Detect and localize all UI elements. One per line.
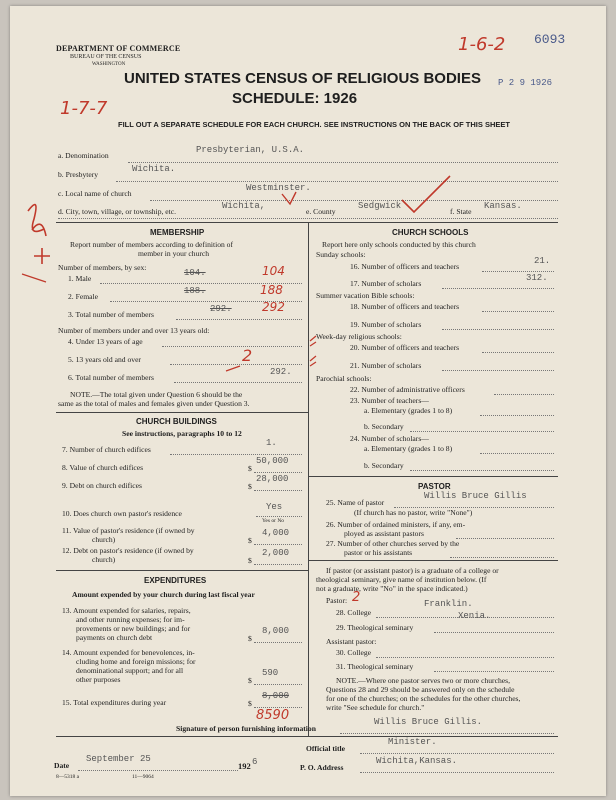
address-label: P. O. Address: [300, 763, 344, 772]
q25-value: Willis Bruce Gillis: [424, 491, 527, 501]
q26-label-1: 26. Number of ordained ministers, if any, em-: [326, 520, 466, 529]
q8-label: 8. Value of church edifices: [62, 463, 144, 472]
q14-label-2: cluding home and foreign missions; for: [76, 657, 196, 666]
q29-label: 29. Theological seminary: [336, 623, 414, 632]
q31-label: 31. Theological seminary: [336, 662, 414, 671]
city-label: d. City, town, village, or township, etc.: [58, 207, 177, 216]
stamp-date: P 2 9 1926: [498, 78, 553, 88]
schools-sub: Report here only schools conducted by this church: [322, 240, 476, 249]
q10-label: 10. Does church own pastor's residence: [62, 509, 182, 518]
q17-value: 312.: [526, 273, 548, 283]
year-prefix: 192: [238, 761, 251, 771]
bureau-name: BUREAU OF THE CENSUS: [70, 54, 142, 60]
q11-value: 4,000: [262, 528, 290, 538]
county-value: Sedgwick: [358, 201, 402, 211]
address-value: Wichita,Kansas.: [376, 756, 458, 766]
q23-label: 23. Number of teachers—: [350, 396, 429, 405]
q10-value: Yes: [266, 502, 283, 512]
q12-value: 2,000: [262, 548, 290, 558]
membership-note-2: same as the total of males and females given under Question 3.: [58, 399, 250, 408]
state-value: Kansas.: [484, 201, 522, 211]
membership-title: MEMBERSHIP: [150, 228, 205, 237]
q13-label-1: 13. Amount expended for salaries, repairs,: [62, 606, 191, 615]
q4-label: 4. Under 13 years of age: [68, 337, 143, 346]
instruction-line: FILL OUT A SEPARATE SCHEDULE FOR EACH CHURCH. SEE INSTRUCTIONS ON THE BACK OF THIS SHEET: [118, 120, 510, 129]
signature-label: Signature of person furnishing information: [176, 724, 316, 733]
q14-label-1: 14. Amount expended for benevolences, in-: [62, 648, 195, 657]
assistant-label: Assistant pastor:: [326, 637, 377, 646]
column-divider: [308, 222, 309, 736]
q9-value: 28,000: [256, 474, 289, 484]
q30-label: 30. College: [336, 648, 372, 657]
membership-intro-2: member in your church: [138, 249, 210, 258]
q13-value: 8,000: [262, 626, 290, 636]
q12-label-2: church): [92, 555, 116, 564]
vacation-label: Summer vacation Bible schools:: [316, 291, 415, 300]
q28-value: Franklin.: [424, 599, 473, 609]
q24b-label: b. Secondary: [364, 461, 404, 470]
q16-value: 21.: [534, 256, 551, 266]
city-value: Wichita,: [222, 201, 266, 211]
q5-label: 5. 13 years old and over: [68, 355, 141, 364]
q25-hint: (If church has no pastor, write "None"): [354, 508, 473, 517]
q1-label: 1. Male: [68, 274, 92, 283]
q23b-label: b. Secondary: [364, 422, 404, 431]
q2-value: 188.: [184, 286, 206, 296]
margin-scribble-icon: [28, 205, 46, 236]
age-intro: Number of members under and over 13 years old:: [58, 326, 210, 335]
buildings-sub: See instructions, paragraphs 10 to 12: [122, 429, 242, 438]
q28-label: 28. College: [336, 608, 372, 617]
q15-value: 8,000: [262, 691, 290, 701]
graduate-note-1: If pastor (or assistant pastor) is a graduate of a college or: [326, 566, 499, 575]
parochial-label: Parochial schools:: [316, 374, 372, 383]
signature-value: Willis Bruce Gillis.: [374, 717, 483, 727]
department-name: DEPARTMENT OF COMMERCE: [56, 44, 181, 53]
q27-label-2: pastor or his assistants: [344, 548, 413, 557]
q20-label: 20. Number of officers and teachers: [350, 343, 460, 352]
official-title-value: Minister.: [388, 737, 437, 747]
pastor-note-2: Questions 28 and 29 should be answered only on the schedule: [326, 685, 515, 694]
state-label: f. State: [450, 207, 472, 216]
tick-mark-icon: [282, 192, 296, 204]
equals-mark-icon-2: [310, 356, 316, 366]
q26-label-2: ployed as assistant pastors: [344, 529, 424, 538]
q3-value: 292.: [210, 304, 232, 314]
q3-label: 3. Total number of members: [68, 310, 155, 319]
q13-label-4: payments on church debt: [76, 633, 153, 642]
graduate-note-3: not a graduate, write "No" in the space indicated.): [316, 584, 468, 593]
q27-label-1: 27. Number of other churches served by the: [326, 539, 460, 548]
q22-label: 22. Number of administrative officers: [350, 385, 465, 394]
q19-label: 19. Number of scholars: [350, 320, 422, 329]
membership-note-1: NOTE.—The total given under Question 6 should be the: [70, 390, 243, 399]
expenditures-sub: Amount expended by your church during last fiscal year: [72, 590, 255, 599]
q21-label: 21. Number of scholars: [350, 361, 422, 370]
q2-label: 2. Female: [68, 292, 98, 301]
membership-intro-1: Report number of members according to definition of: [70, 240, 234, 249]
q8-value: 50,000: [256, 456, 289, 466]
q1-value: 104.: [184, 268, 206, 278]
q6-label: 6. Total number of members: [68, 373, 155, 382]
q14-value: 590: [262, 668, 279, 678]
rule-schools-bottom: [308, 476, 558, 477]
check-mark-icon: [402, 176, 450, 212]
q7-value: 1.: [266, 438, 277, 448]
q24a-label: a. Elementary (grades 1 to 8): [364, 444, 453, 453]
dash-mark-icon: [226, 366, 240, 371]
plus-mark-icon: [34, 248, 50, 264]
q15-hand-value: 8590: [256, 708, 290, 723]
form-title: UNITED STATES CENSUS OF RELIGIOUS BODIES: [124, 70, 481, 87]
weekday-label: Week-day religious schools:: [316, 332, 402, 341]
buildings-title: CHURCH BUILDINGS: [136, 417, 217, 426]
q3-hand-value: 292: [262, 300, 285, 314]
q25-label: 25. Name of pastor: [326, 498, 385, 507]
date-value: September 25: [86, 754, 151, 764]
schools-title: CHURCH SCHOOLS: [392, 228, 469, 237]
official-title-label: Official title: [306, 744, 346, 753]
q13-label-2: and other running expenses; for im-: [76, 615, 185, 624]
q24-label: 24. Number of scholars—: [350, 434, 429, 443]
by-sex-label: Number of members, by sex:: [58, 263, 147, 272]
county-label: e. County: [306, 207, 336, 216]
handwritten-code-top: 1-6-2: [458, 34, 506, 55]
q23a-label: a. Elementary (grades 1 to 8): [364, 406, 453, 415]
q7-label: 7. Number of church edifices: [62, 445, 151, 454]
top-rule: [56, 222, 558, 223]
handwritten-code-left: 1-7-7: [60, 98, 108, 119]
rule-membership-bottom: [56, 412, 308, 413]
pastor-note-4: write "See schedule for church.": [326, 703, 425, 712]
form-number: 8—5318 a: [56, 774, 80, 780]
pastor-title: PASTOR: [418, 482, 451, 491]
expenditures-title: EXPENDITURES: [144, 576, 207, 585]
q11-label-2: church): [92, 535, 116, 544]
q14-label-3: denominational support; and for all: [76, 666, 184, 675]
presbytery-label: b. Presbytery: [58, 170, 99, 179]
pastor-note-1: NOTE.—Where one pastor serves two or more churches,: [336, 676, 510, 685]
denomination-label: a. Denomination: [58, 151, 109, 160]
pastor-label: Pastor:: [326, 596, 348, 605]
q10-hint: Yes or No: [262, 518, 285, 524]
q13-label-3: provements or new buildings; and for: [76, 624, 191, 633]
rule-buildings-bottom: [56, 570, 308, 571]
census-schedule-page: DEPARTMENT OF COMMERCE BUREAU OF THE CENSUS WASHINGTON 1-6-2 6093 P 2 9 1926 UNITED STATES CENSUS OF RELIGIOUS BODIES SCHEDULE: 1926 1-7-7 FILL OUT A SEPARATE SCHEDULE FOR EACH CHURCH. SEE INSTRUCTIONS ON THE BACK OF THIS SHEET a. Denomination Presbyterian, U.S.A. b. Presbytery Wichita. c. Local name of church Westminster. d. City, town, village, or township, etc. Wichita, e. County Sedgwick f. State Kansas. MEMBERSHIP Report number of members according to definition of member in your church Number of members, by sex: 1. Male 104. 104 2. Female 188. 188 3. Total number of members 292. 292 Number of members under and over 13 years old: 4. Under 13 years of age 5. 13 years old and over 2 6. Total number of members 292. NOTE.—The total given under Question 6 should be the same as the total of males and females given under Question 3. CHURCH BUILDINGS See instructions, paragraphs 10 to 12 7. Number of church edifices 1. 8. Value of church edifices $ 50,000 9. Debt on church edifices $ 28,000 10. Does church own pastor's residence Yes Yes or No 11. Value of pastor's residence (if owned by church) $ 4,000 12. Debt on pastor's residence (if owned by church) $ 2,000 EXPENDITURES Amount expended by your church during last fiscal year 13. Amount expended for salaries, repairs, and other running expenses; for im- provements or new buildings; and for payments on church debt $ 8,000 14. Amount expended for benevolences, in- cluding home and foreign missions; for denominational support; and for all other purposes $ 590 15. Total expenditures during year $ 8,000 8590 CHURCH SCHOOLS Report here only schools conducted by this church Sunday schools: 16. Number of officers and teachers 21. 17. Number of scholars 312. Summer vacation Bible schools: 18. Number of officers and teachers 19. Number of scholars Week-day religious schools: 20. Number of officers and teachers 21. Number of scholars Parochial schools: 22. Number of administrative officers 23. Number of teachers— a. Elementary (grades 1 to 8) b. Secondary 24. Number of scholars— a. Elementary (grades 1 to 8) b. Secondary PASTOR 25. Name of pastor Willis Bruce Gillis (If church has no pastor, write "None") 26. Number of ordained ministers, if any, em- ployed as assistant pastors 27. Number of other churches served by the pastor or his assistants If pastor (or assistant pastor) is a graduate of a college or theological seminary, give name of institution below. (If not a graduate, write "No" in the space indicated.) Pastor: 2 28. College Franklin. 29. Theological seminary Xenia. Assistant pastor: 30. College 31. Theological seminary NOTE.—Where one pastor serves two or more churches, Questions 28 and 29 should be answered only on the schedule for one of the churches; on the schedules for the other churches, write "See schedule for church." Signature of person furnishing information Willis Bruce Gillis. Official title Minister. Date September 25 192 6 P. O. Address Wichita,Kansas. 8—5318 a 11—9064: [10, 6, 606, 796]
graduate-note-2: theological seminary, give name of institution below. (If: [316, 575, 487, 584]
q12-label-1: 12. Debt on pastor's residence (if owned by: [62, 546, 194, 555]
q15-label: 15. Total expenditures during year: [62, 698, 167, 707]
q5-hand-value: 2: [242, 346, 253, 365]
church-name-value: Westminster.: [246, 183, 311, 193]
presbytery-value: Wichita.: [132, 164, 176, 174]
arrow-mark-icon: [22, 274, 46, 282]
pastor-hand-value: 2: [352, 590, 361, 605]
schedule-title: SCHEDULE: 1926: [232, 90, 358, 107]
print-code: 11—9064: [132, 774, 154, 780]
rule-pastor-mid: [308, 560, 558, 561]
q18-label: 18. Number of officers and teachers: [350, 302, 460, 311]
bottom-rule: [56, 736, 558, 737]
bureau-city: WASHINGTON: [92, 62, 126, 67]
q6-value: 292.: [270, 367, 292, 377]
year-digit: 6: [252, 757, 258, 767]
sunday-label: Sunday schools:: [316, 250, 366, 259]
q2-hand-value: 188: [260, 283, 283, 297]
denomination-value: Presbyterian, U.S.A.: [196, 145, 305, 155]
date-label: Date: [54, 761, 70, 770]
stamp-number: 6093: [534, 32, 566, 47]
church-name-label: c. Local name of church: [58, 189, 132, 198]
q16-label: 16. Number of officers and teachers: [350, 262, 460, 271]
q29-value: Xenia.: [458, 611, 491, 621]
q11-label-1: 11. Value of pastor's residence (if owned by: [62, 526, 195, 535]
q17-label: 17. Number of scholars: [350, 279, 422, 288]
q14-label-4: other purposes: [76, 675, 121, 684]
pastor-note-3: for one of the churches; on the schedules for the other churches,: [326, 694, 521, 703]
q1-hand-value: 104: [262, 264, 285, 278]
q9-label: 9. Debt on church edifices: [62, 481, 142, 490]
